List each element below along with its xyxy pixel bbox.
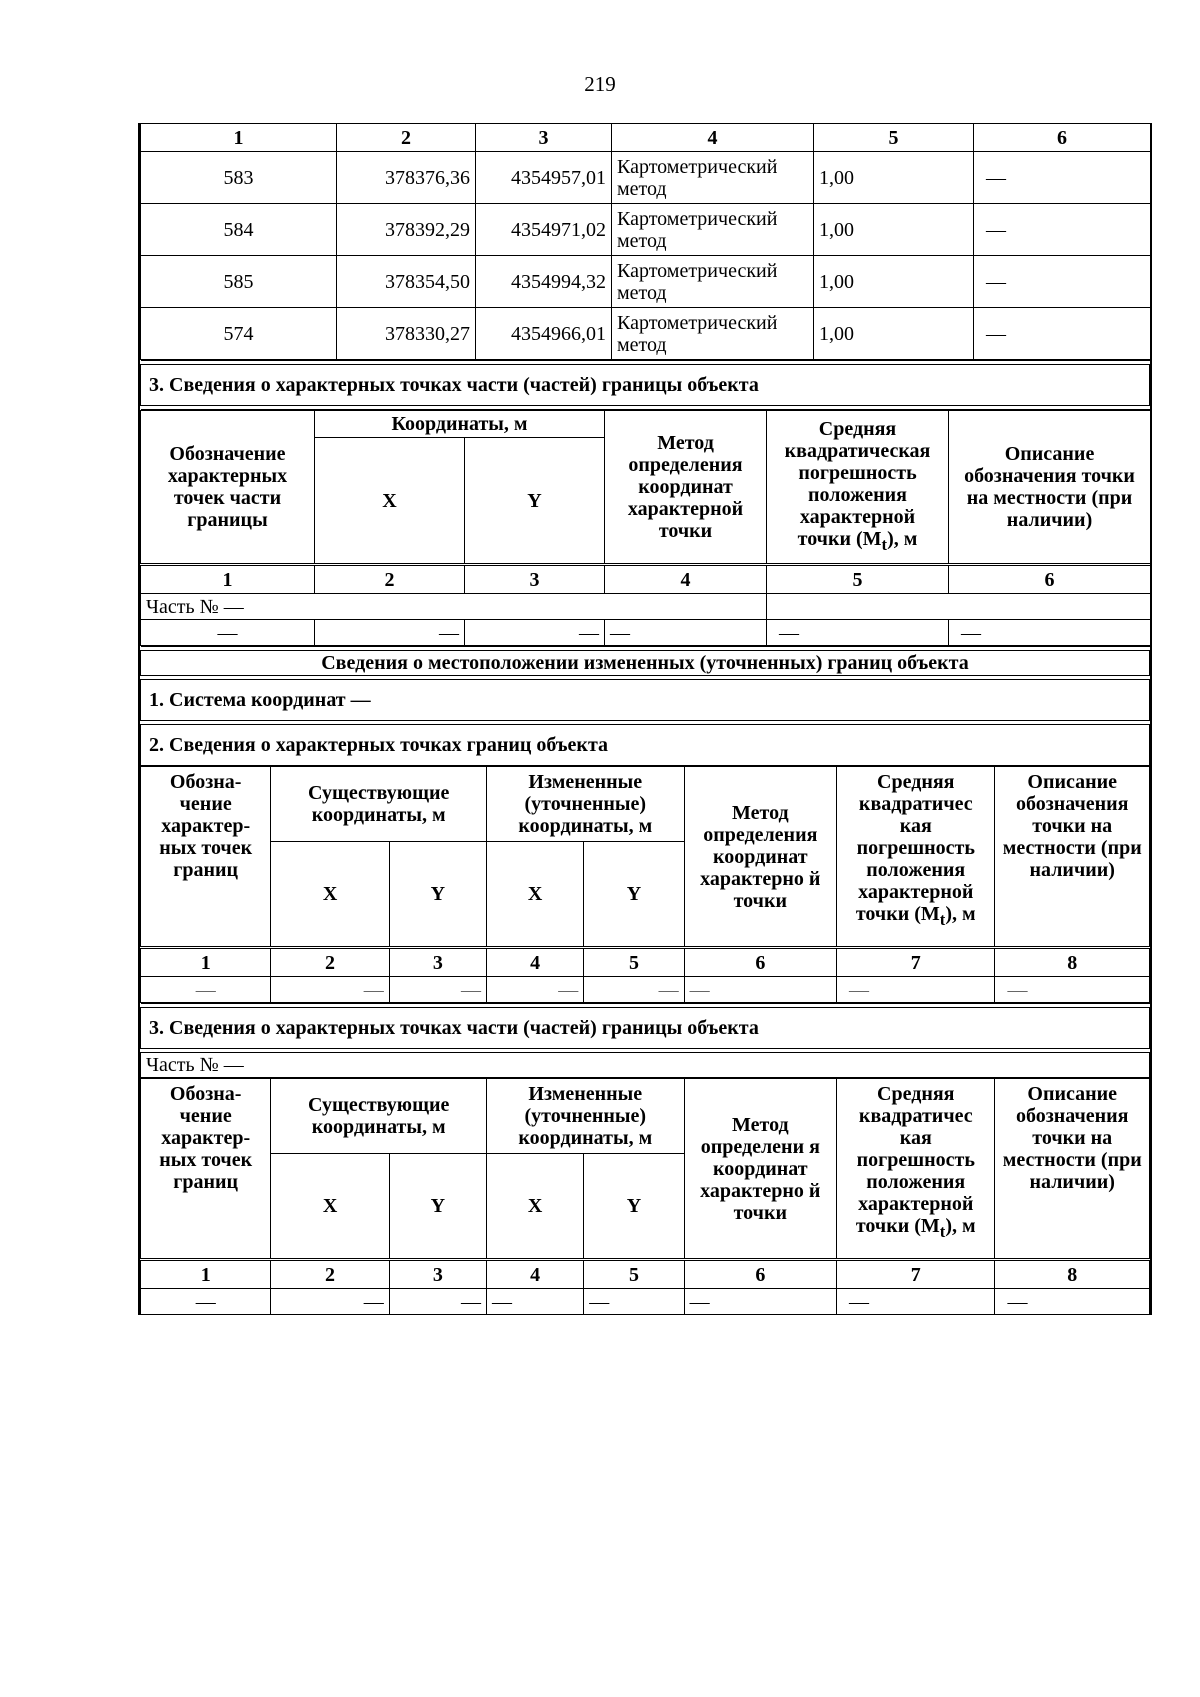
empty-cell: —	[584, 977, 684, 1003]
table-row	[141, 977, 1150, 1003]
empty-cell: —	[949, 620, 1151, 646]
part-boundary-table	[140, 410, 1151, 646]
column-number-row	[141, 565, 1151, 594]
empty-cell: —	[487, 1289, 584, 1315]
empty-cell: —	[584, 1289, 684, 1315]
header-x: X	[315, 438, 465, 565]
header-x: X	[487, 842, 584, 948]
header-y: Y	[465, 438, 605, 565]
header-accuracy: Средняя квадратическая погрешность положения характерной точки $(M_t)$, м	[767, 411, 949, 565]
part-empty	[767, 594, 1151, 620]
part-label: Часть № —	[141, 1053, 1150, 1078]
empty-cell: —	[141, 977, 271, 1003]
header-y: Y	[389, 842, 486, 948]
accuracy: 1,00	[814, 308, 974, 360]
cadastral-document	[138, 123, 1152, 1315]
method: Картометрический метод	[612, 152, 814, 204]
part-label: Часть № —	[141, 594, 767, 620]
method: Картометрический метод	[612, 256, 814, 308]
empty-cell: —	[271, 977, 389, 1003]
method: Картометрический метод	[612, 204, 814, 256]
column-number: 6	[974, 124, 1151, 152]
header-changed-coordinates: Измененные (уточненные) координаты, м	[487, 767, 685, 842]
column-number: 5	[814, 124, 974, 152]
header-description: Описание обозначения точки на местности (при наличии)	[995, 1079, 1150, 1260]
column-number: 1	[141, 948, 271, 977]
column-number: 4	[487, 948, 584, 977]
header-accuracy: Средняя квадратичес кая погрешность положения характерной точки $(M_t)$, м	[837, 767, 995, 948]
empty-cell: —	[684, 977, 836, 1003]
coordinate-system: 1. Система координат —	[141, 680, 1150, 721]
x-coordinate: 378354,50	[337, 256, 476, 308]
header-existing-coordinates: Существующие координаты, м	[271, 767, 487, 842]
part-row	[141, 594, 1151, 620]
table-row	[141, 620, 1151, 646]
empty-cell: —	[837, 1289, 995, 1315]
empty-cell: —	[995, 1289, 1150, 1315]
column-number: 3	[389, 1260, 486, 1289]
column-number: 5	[767, 565, 949, 594]
column-number: 8	[995, 948, 1150, 977]
header-description: Описание обозначения точки на местности (при наличии)	[995, 767, 1150, 948]
header-x: X	[487, 1154, 584, 1260]
empty-cell: —	[465, 620, 605, 646]
column-number: 4	[612, 124, 814, 152]
empty-cell: —	[995, 977, 1150, 1003]
table-row	[141, 256, 1151, 308]
header-x: X	[271, 1154, 389, 1260]
accuracy: 1,00	[814, 204, 974, 256]
column-number: 1	[141, 1260, 271, 1289]
x-coordinate: 378392,29	[337, 204, 476, 256]
empty-cell: —	[141, 1289, 271, 1315]
y-coordinate: 4354957,01	[476, 152, 612, 204]
column-number: 5	[584, 1260, 684, 1289]
part-changed-points-table	[140, 1078, 1150, 1315]
header-y: Y	[584, 842, 684, 948]
column-number: 6	[949, 565, 1151, 594]
empty-cell: —	[389, 1289, 486, 1315]
empty-cell: —	[605, 620, 767, 646]
description: —	[974, 204, 1151, 256]
header-method: Метод определени я координат характерно й точки	[684, 1079, 836, 1260]
column-number: 1	[141, 565, 315, 594]
point-id: 583	[141, 152, 337, 204]
y-coordinate: 4354994,32	[476, 256, 612, 308]
header-point: Обозна-чение характер-ных точек границ	[141, 1079, 271, 1260]
y-coordinate: 4354971,02	[476, 204, 612, 256]
column-number: 8	[995, 1260, 1150, 1289]
header-description: Описание обозначения точки на местности (при наличии)	[949, 411, 1151, 565]
header-y: Y	[584, 1154, 684, 1260]
header-point: Обозначение характерных точек части границы	[141, 411, 315, 565]
section-title: 3. Сведения о характерных точках части (частей) границы объекта	[141, 1008, 1150, 1049]
point-id: 585	[141, 256, 337, 308]
header-point: Обозна-чение характер-ных точек границ	[141, 767, 271, 948]
header-changed-coordinates: Измененные (уточненные) координаты, м	[487, 1079, 685, 1154]
column-number: 2	[337, 124, 476, 152]
description: —	[974, 152, 1151, 204]
column-number: 5	[584, 948, 684, 977]
header-method: Метод определения координат характерной точки	[605, 411, 767, 565]
part-changed-section	[140, 1003, 1150, 1078]
x-coordinate: 378330,27	[337, 308, 476, 360]
table-row	[141, 204, 1151, 256]
x-coordinate: 378376,36	[337, 152, 476, 204]
column-number: 3	[465, 565, 605, 594]
column-number-row	[141, 948, 1150, 977]
empty-cell: —	[767, 620, 949, 646]
description: —	[974, 308, 1151, 360]
header-x: X	[271, 842, 389, 948]
header-method: Метод определения координат характерно й точки	[684, 767, 836, 948]
empty-cell: —	[684, 1289, 836, 1315]
table-row	[141, 152, 1151, 204]
column-number: 6	[684, 1260, 836, 1289]
column-number-row	[141, 1260, 1150, 1289]
changed-boundaries-section	[140, 646, 1150, 766]
empty-cell: —	[487, 977, 584, 1003]
column-number: 4	[487, 1260, 584, 1289]
accuracy: 1,00	[814, 152, 974, 204]
empty-cell: —	[141, 620, 315, 646]
page-number: 219	[584, 72, 616, 96]
section-title: 2. Сведения о характерных точках границ объекта	[141, 725, 1150, 766]
header-existing-coordinates: Существующие координаты, м	[271, 1079, 487, 1154]
part-boundary-section	[140, 360, 1150, 410]
column-number: 7	[837, 948, 995, 977]
point-id: 574	[141, 308, 337, 360]
changed-boundaries-title: Сведения о местоположении измененных (уточненных) границ объекта	[141, 651, 1150, 676]
boundary-points-table	[140, 123, 1151, 360]
column-number: 1	[141, 124, 337, 152]
accuracy: 1,00	[814, 256, 974, 308]
empty-cell: —	[837, 977, 995, 1003]
point-id: 584	[141, 204, 337, 256]
table-row	[141, 1289, 1150, 1315]
column-number-row	[141, 124, 1151, 152]
column-number: 3	[389, 948, 486, 977]
empty-cell: —	[389, 977, 486, 1003]
method: Картометрический метод	[612, 308, 814, 360]
column-number: 4	[605, 565, 767, 594]
section-title: 3. Сведения о характерных точках части (частей) границы объекта	[141, 365, 1150, 406]
column-number: 3	[476, 124, 612, 152]
empty-cell: —	[315, 620, 465, 646]
changed-points-table	[140, 766, 1150, 1003]
column-number: 7	[837, 1260, 995, 1289]
header-accuracy: Средняя квадратичес кая погрешность положения характерной точки $(M_t)$, м	[837, 1079, 995, 1260]
column-number: 2	[271, 1260, 389, 1289]
column-number: 2	[271, 948, 389, 977]
y-coordinate: 4354966,01	[476, 308, 612, 360]
empty-cell: —	[271, 1289, 389, 1315]
table-row	[141, 308, 1151, 360]
header-coordinates: Координаты, м	[315, 411, 605, 438]
column-number: 6	[684, 948, 836, 977]
description: —	[974, 256, 1151, 308]
header-y: Y	[389, 1154, 486, 1260]
column-number: 2	[315, 565, 465, 594]
